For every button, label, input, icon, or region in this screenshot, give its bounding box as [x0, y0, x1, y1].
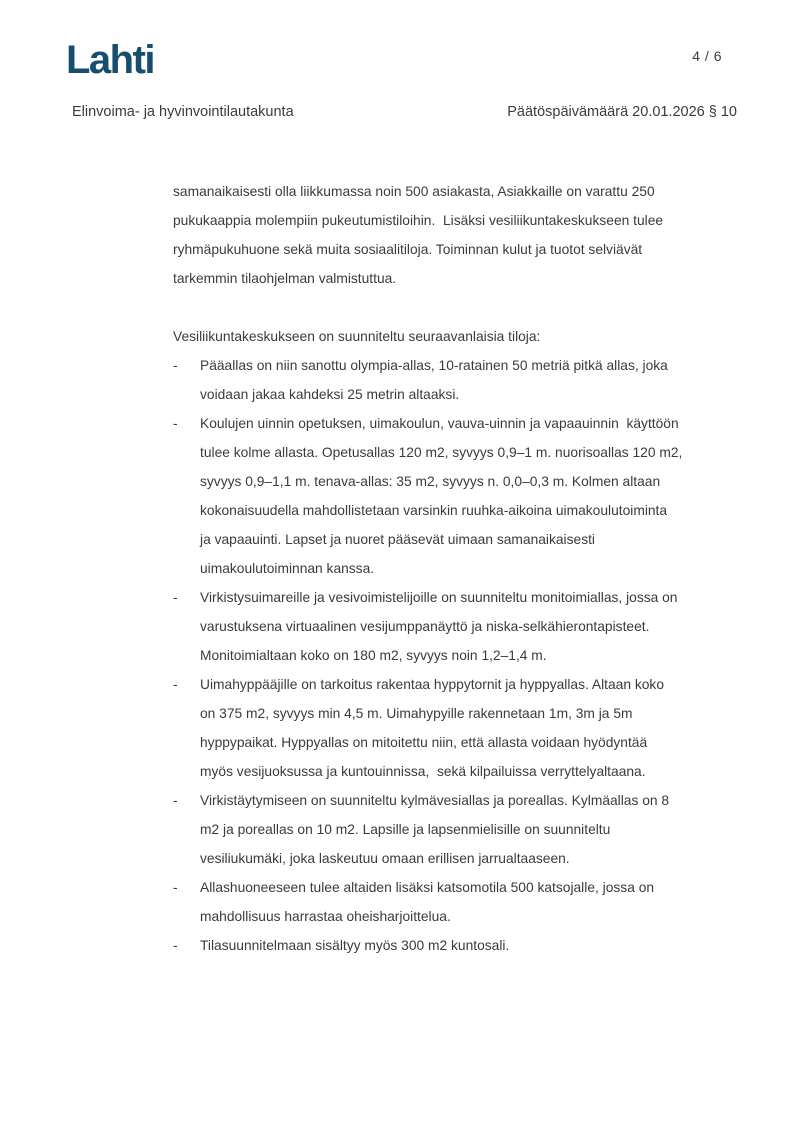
committee-name: Elinvoima- ja hyvinvointilautakunta: [72, 104, 294, 120]
text-line: ryhmäpukuhuone sekä muita sosiaalitiloja. Toiminnan kulut ja tuotot selviävät: [173, 242, 643, 257]
bullet-dash: -: [173, 416, 178, 431]
bullet-text: Virkistysuimareille ja vesivoimistelijoille on suunniteltu monitoimiallas, jossa on: [200, 590, 678, 605]
bullet-dash: -: [173, 677, 178, 692]
decision-date: Päätöspäivämäärä 20.01.2026 § 10: [507, 104, 737, 120]
lahti-logo: Lahti: [66, 38, 155, 82]
text-line: uimakoulutoiminnan kanssa.: [200, 561, 375, 576]
text-line: on 375 m2, syvyys min 4,5 m. Uimahypyille rakennetaan 1m, 3m ja 5m: [200, 706, 633, 721]
bullet-dash: -: [173, 793, 178, 808]
bullet-dash: -: [173, 938, 178, 953]
text-line: syvyys 0,9–1,1 m. tenava-allas: 35 m2, syvyys n. 0,0–0,3 m. Kolmen altaan: [200, 474, 661, 489]
paragraph: [173, 322, 753, 351]
bullet-dash: -: [173, 358, 178, 373]
bullet-text: Virkistäytymiseen on suunniteltu kylmävesiallas ja poreallas. Kylmäallas on 8: [200, 793, 670, 808]
text-line: mahdollisuus harrastaa oheisharjoittelua.: [200, 909, 451, 924]
list-item: [173, 873, 753, 931]
text-line: Monitoimialtaan koko on 180 m2, syvyys noin 1,2–1,4 m.: [200, 648, 547, 663]
text-line: [173, 931, 753, 960]
document-body: [173, 177, 753, 960]
bullet-text: Tilasuunnitelmaan sisältyy myös 300 m2 kuntosali.: [200, 938, 510, 953]
list-item: [173, 409, 753, 583]
bullet-text: Pääallas on niin sanottu olympia-allas, 10-ratainen 50 metriä pitkä allas, joka: [200, 358, 668, 373]
bullet-text: Allashuoneeseen tulee altaiden lisäksi katsomotila 500 katsojalle, jossa on: [200, 880, 655, 895]
text-line: [173, 786, 753, 815]
text-line: [173, 351, 753, 380]
bullet-dash: -: [173, 880, 178, 895]
bullet-text: Koulujen uinnin opetuksen, uimakoulun, vauva-uinnin ja vapaauinnin käyttöön: [200, 416, 679, 431]
text-line: tarkemmin tilaohjelman valmistuttua.: [173, 271, 397, 286]
text-line: tulee kolme allasta. Opetusallas 120 m2, syvyys 0,9–1 m. nuorisoallas 120 m2,: [200, 445, 683, 460]
list-item: [173, 786, 753, 873]
text-line: vesiliukumäki, joka laskeutuu omaan erillisen jarrualtaaseen.: [200, 851, 570, 866]
text-line: ja vapaauinti. Lapset ja nuoret pääsevät uimaan samanaikaisesti: [200, 532, 595, 547]
text-line: [173, 583, 753, 612]
text-line: kokonaisuudella mahdollistetaan varsinkin ruuhka-aikoina uimakoulutoiminta: [200, 503, 668, 518]
list-item: [173, 931, 753, 960]
text-line: [173, 409, 753, 438]
text-line: myös vesijuoksussa ja kuntouinnissa, sekä kilpailuissa verryttelyaltaana.: [200, 764, 646, 779]
text-line: hyppypaikat. Hyppyallas on mitoitettu niin, että allasta voidaan hyödyntää: [200, 735, 648, 750]
paragraph-spacer: [173, 293, 753, 322]
text-line: m2 ja poreallas on 10 m2. Lapsille ja lapsenmielisille on suunniteltu: [200, 822, 611, 837]
page-number: 4 / 6: [692, 48, 722, 64]
text-line: [173, 873, 753, 902]
text-line: Vesiliikuntakeskukseen on suunniteltu seuraavanlaisia tiloja:: [173, 329, 541, 344]
text-line: varustuksena virtuaalinen vesijumppanäyttö ja niska-selkähierontapisteet.: [200, 619, 650, 634]
list-item: [173, 670, 753, 786]
text-line: samanaikaisesti olla liikkumassa noin 500 asiakasta, Asiakkaille on varattu 250: [173, 184, 655, 199]
text-line: voidaan jakaa kahdeksi 25 metrin altaaksi.: [200, 387, 460, 402]
text-line: pukukaappia molempiin pukeutumistiloihin. Lisäksi vesiliikuntakeskukseen tulee: [173, 213, 664, 228]
bullet-text: Uimahyppääjille on tarkoitus rakentaa hyppytornit ja hyppyallas. Altaan koko: [200, 677, 664, 692]
text-line: [173, 670, 753, 699]
paragraph: [173, 177, 753, 293]
bullet-dash: -: [173, 590, 178, 605]
list-item: [173, 583, 753, 670]
list-item: [173, 351, 753, 409]
